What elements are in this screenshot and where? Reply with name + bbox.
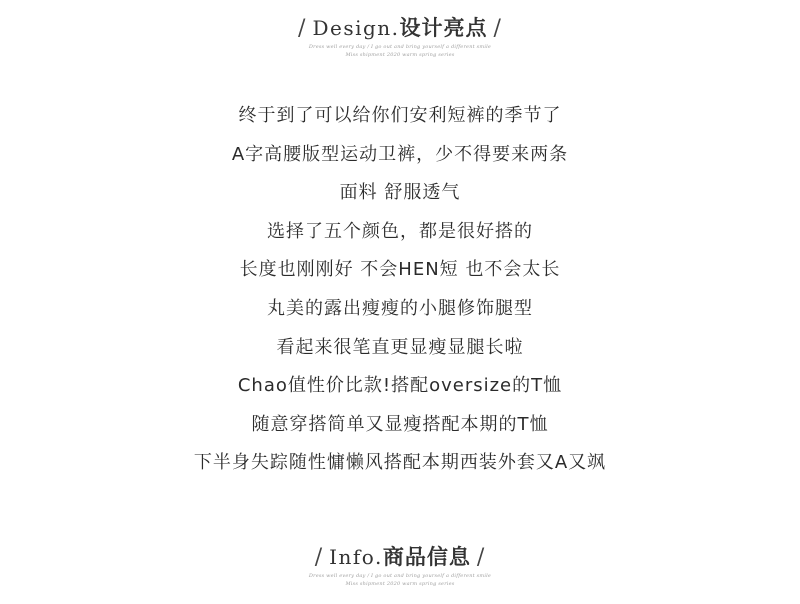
info-section-title <box>0 543 800 572</box>
design-description <box>0 97 800 483</box>
design-title-zh: 设计亮点 <box>399 16 488 40</box>
description-line: A字高腰版型运动卫裤，少不得要来两条 <box>231 143 569 165</box>
info-title-slash-right: / <box>476 545 486 570</box>
description-line: 随意穿搭简单又显瘦搭配本期的T恤 <box>251 413 549 435</box>
design-section-header <box>0 14 800 59</box>
description-line: 下半身失踪随性慵懒风搭配本期西装外套又A又飒 <box>193 452 607 474</box>
design-title-slash-left: / <box>298 16 307 41</box>
design-subtitle-line2: Miss shipment 2020 warm spring series <box>345 52 455 58</box>
description-line: 面料 舒服透气 <box>339 182 461 204</box>
info-subtitle-line1: Dress well every day / I go out and bring yourself a different smile <box>308 573 492 579</box>
description-line: 长度也刚刚好 不会HEN短 也不会太长 <box>239 259 561 281</box>
info-title-slash-left: / <box>314 545 324 570</box>
info-title-zh: 商品信息 <box>382 545 471 569</box>
description-line: Chao值性价比款!搭配oversize的T恤 <box>237 375 563 397</box>
description-line: 看起来很笔直更显瘦显腿长啦 <box>276 336 524 358</box>
info-section-header <box>0 543 800 588</box>
design-subtitle-line1: Dress well every day / I go out and bring yourself a different smile <box>308 44 492 50</box>
info-subtitle-line2: Miss shipment 2020 warm spring series <box>345 581 455 587</box>
design-section-title <box>0 14 800 43</box>
description-line: 选择了五个颜色，都是很好搭的 <box>267 220 533 242</box>
description-line: 终于到了可以给你们安利短裤的季节了 <box>238 105 562 126</box>
description-line: 丸美的露出瘦瘦的小腿修饰腿型 <box>267 297 533 319</box>
design-title-en: Design. <box>312 16 400 40</box>
design-title-slash-right: / <box>493 16 502 41</box>
info-title-en: Info. <box>329 545 383 569</box>
